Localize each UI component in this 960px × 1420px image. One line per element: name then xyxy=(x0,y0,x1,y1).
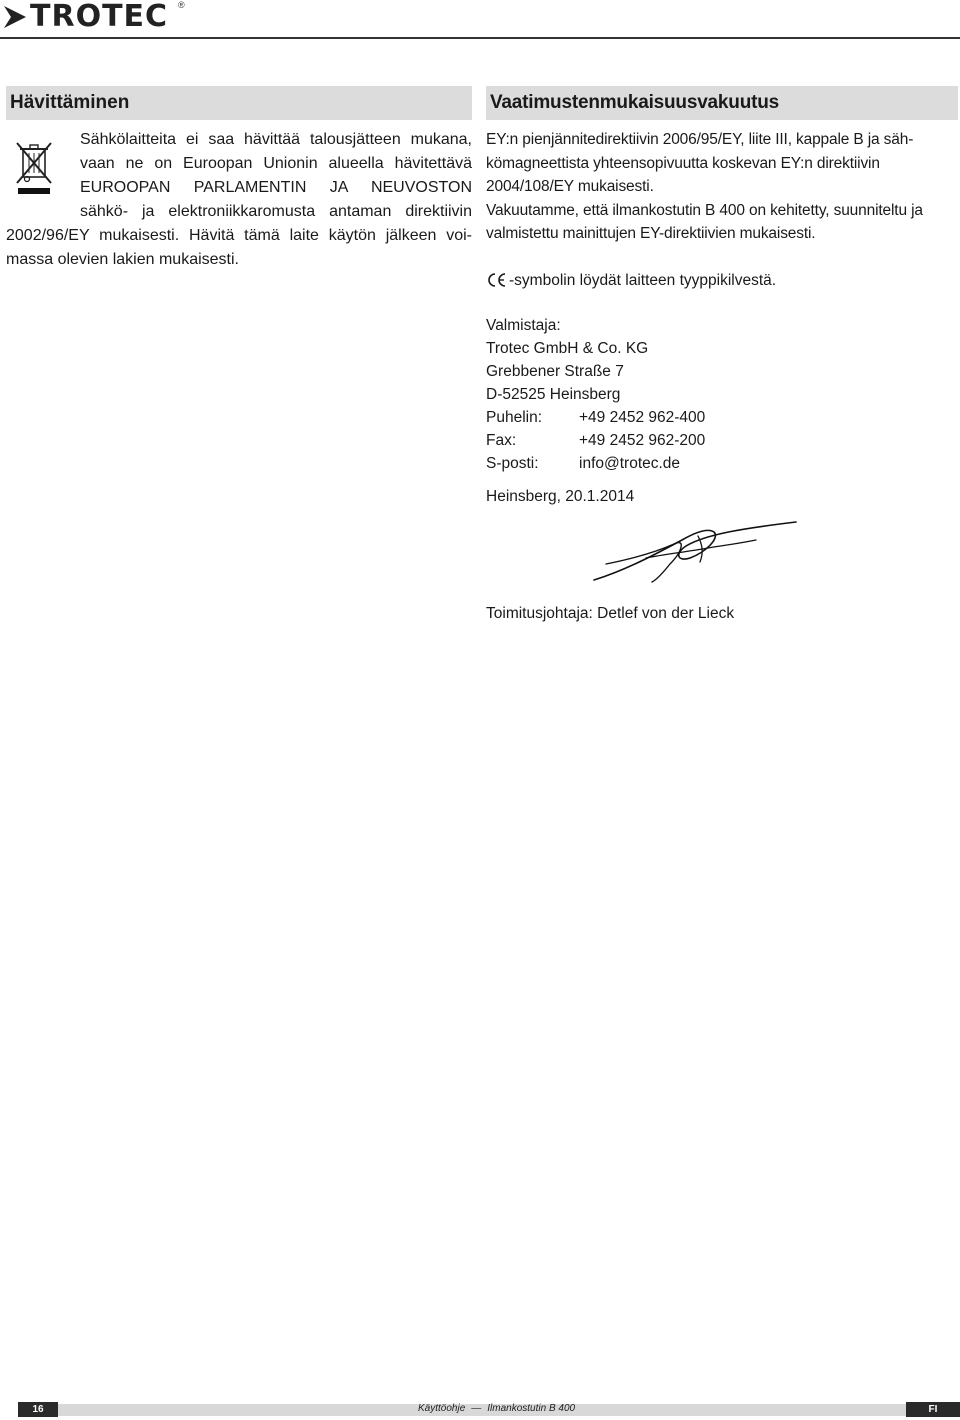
contact-row-phone xyxy=(486,406,958,429)
footer-title: Käyttöohje — Ilmankostutin B 400 xyxy=(418,1403,576,1414)
contact-row-email xyxy=(486,452,958,475)
contact-label: S-posti: xyxy=(486,454,539,472)
ce-text: -symbolin löydät laitteen tyyppikilvestä. xyxy=(509,271,777,289)
crossed-out-wheelie-bin-icon xyxy=(14,140,54,196)
ce-statement xyxy=(486,269,958,292)
disposal-line: sähkö- ja elektroniikkaromusta antaman direktiivin xyxy=(80,203,472,220)
contact-email: info@trotec.de xyxy=(579,454,681,472)
contact-value: +49 2452 962-200 xyxy=(579,431,706,449)
conformity-section xyxy=(486,86,958,625)
conformity-text xyxy=(486,128,958,246)
disposal-text xyxy=(6,128,472,272)
contact-row-fax xyxy=(486,429,958,452)
page-number: 16 xyxy=(18,1402,58,1417)
contact-label: Fax: xyxy=(486,431,517,449)
manufacturer-street: Grebbener Straße 7 xyxy=(486,362,624,380)
manufacturer-label: Valmistaja: xyxy=(486,316,561,334)
conformity-line: EY:n pienjännitedirektiivin 2006/95/EY, liite III, kappale B ja säh- xyxy=(486,131,914,148)
language-badge: FI xyxy=(906,1402,960,1417)
conformity-line: kömagneettista yhteensopivuutta koskevan EY:n direktiivin xyxy=(486,154,880,172)
conformity-line: 2004/108/EY mukaisesti. xyxy=(486,178,654,195)
contact-value: +49 2452 962-400 xyxy=(579,408,706,426)
page-footer xyxy=(0,1400,960,1418)
brand-name: TROTEC xyxy=(30,0,169,34)
manufacturer-block xyxy=(486,314,958,475)
signatory: Toimitusjohtaja: Detlef von der Lieck xyxy=(486,604,735,622)
disposal-line: 2002/96/EY mukaisesti. Hävitä tämä laite käytön jälkeen voi- xyxy=(6,227,472,244)
disposal-line: EUROOPAN PARLAMENTIN JA NEUVOSTON xyxy=(80,179,472,196)
trotec-logo xyxy=(0,0,168,34)
header-rule xyxy=(0,37,960,39)
manufacturer-name: Trotec GmbH & Co. KG xyxy=(486,339,649,357)
disposal-line: massa olevien lakien mukaisesti. xyxy=(6,251,239,268)
disposal-line: vaan ne on Euroopan Unionin alueella hävitettävä xyxy=(80,155,472,172)
contact-label: Puhelin: xyxy=(486,408,543,426)
disposal-heading: Hävittäminen xyxy=(6,86,472,120)
logo-mark-icon xyxy=(2,4,28,30)
place-date: Heinsberg, 20.1.2014 xyxy=(486,487,635,505)
conformity-heading: Vaatimustenmukaisuusvakuutus xyxy=(486,86,958,120)
ce-mark-icon xyxy=(486,272,508,288)
conformity-line: valmistettu mainittujen EY-direktiivien mukaisesti. xyxy=(486,225,816,242)
conformity-line: Vakuutamme, että ilmankostutin B 400 on kehitetty, suunniteltu ja xyxy=(486,201,923,219)
manufacturer-city: D-52525 Heinsberg xyxy=(486,385,621,403)
footer-product: Ilmankostutin B 400 xyxy=(487,1403,576,1414)
disposal-section xyxy=(6,86,472,272)
footer-manual: Käyttöohje xyxy=(418,1403,466,1414)
signature-image xyxy=(586,518,806,590)
registered-mark: ® xyxy=(178,0,185,10)
disposal-line: Sähkölaitteita ei saa hävittää talousjätteen mukana, xyxy=(80,131,472,148)
